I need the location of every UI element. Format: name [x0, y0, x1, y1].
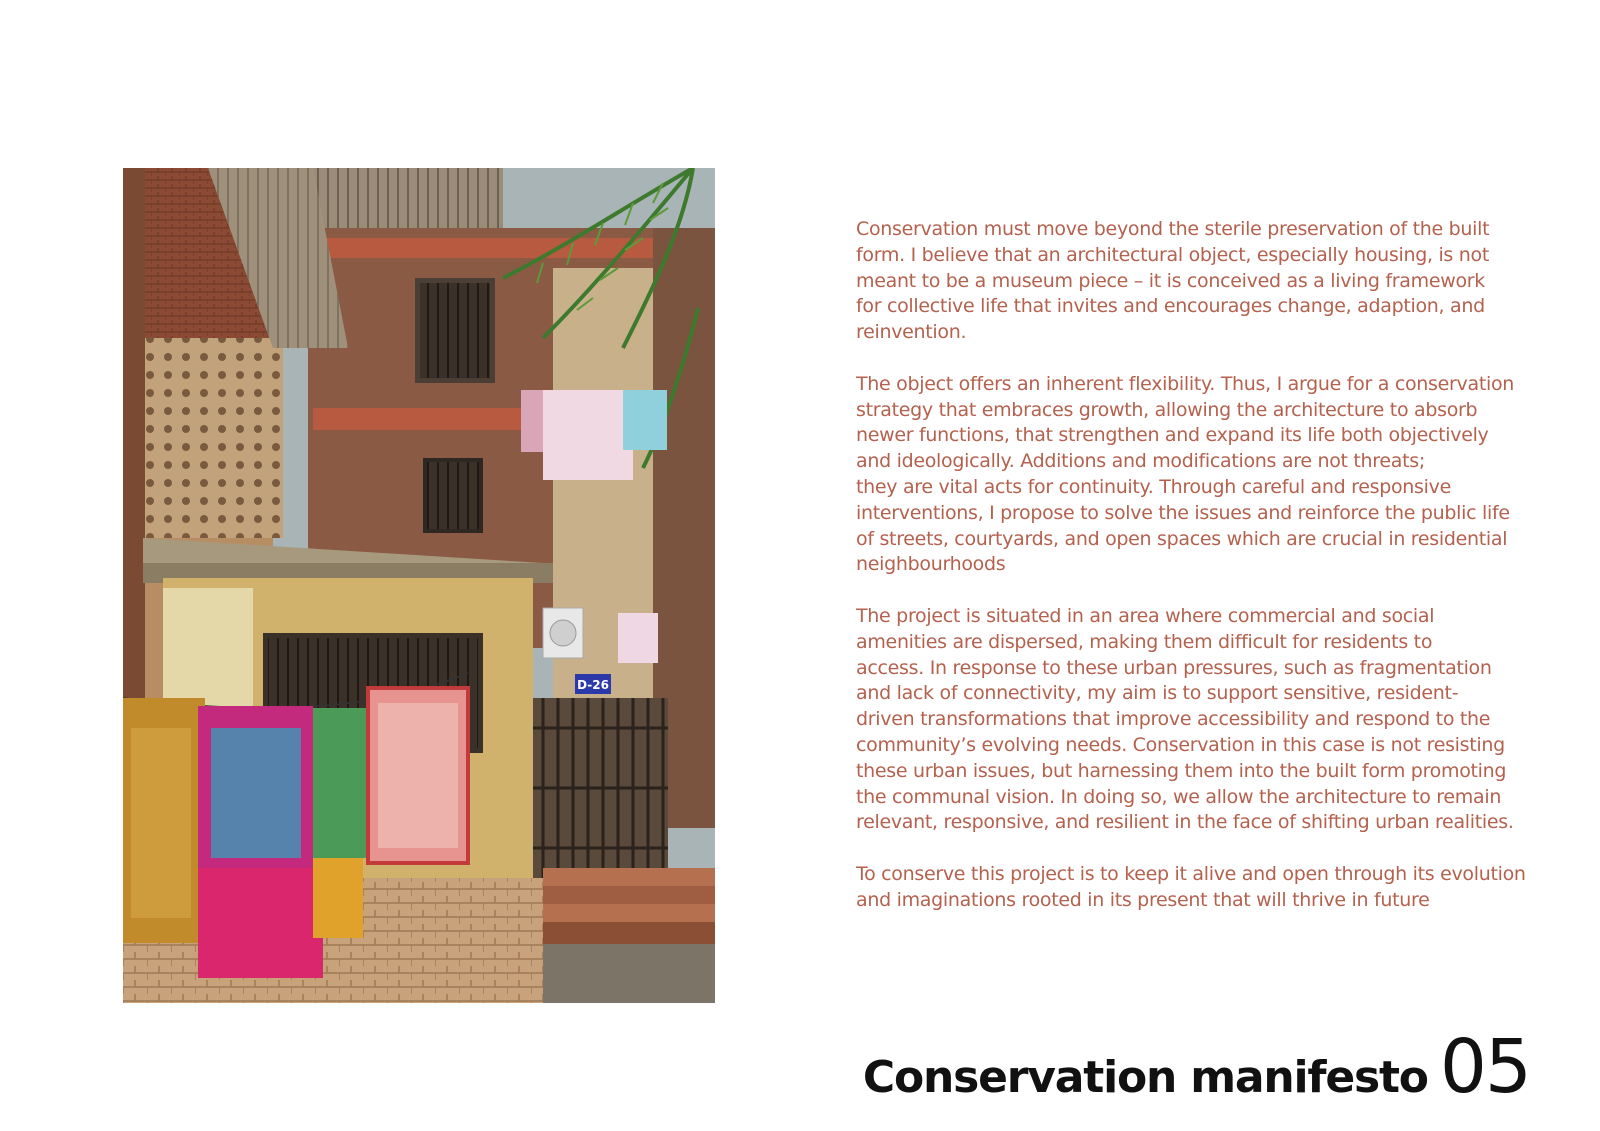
manifesto-paragraph-4	[856, 862, 1526, 914]
text-line: amenities are dispersed, making them difficult for residents to	[856, 630, 1433, 653]
text-line: strategy that embraces growth, allowing the architecture to absorb	[856, 398, 1478, 421]
page-title: Conservation manifesto	[862, 1052, 1428, 1103]
text-line: the communal vision. In doing so, we allow the architecture to remain	[856, 785, 1502, 808]
text-line: interventions, I propose to solve the issues and reinforce the public life	[856, 501, 1510, 524]
text-line: for collective life that invites and encourages change, adaption, and	[856, 295, 1485, 318]
text-line: and lack of connectivity, my aim is to support sensitive, resident-	[856, 682, 1459, 705]
text-line: The object offers an inherent flexibility. Thus, I argue for a conservation	[856, 372, 1515, 395]
manifesto-paragraph-3	[856, 604, 1516, 836]
text-line: form. I believe that an architectural object, especially housing, is not	[856, 243, 1489, 266]
text-line: To conserve this project is to keep it alive and open through its evolution	[856, 862, 1526, 885]
page-number: 05	[1439, 1024, 1530, 1110]
text-line: driven transformations that improve accessibility and respond to the	[856, 708, 1491, 731]
text-line: newer functions, that strengthen and expand its life both objectively	[856, 424, 1489, 447]
housing-photo-illustration	[123, 168, 715, 1003]
manifesto-paragraph-2	[856, 372, 1516, 578]
text-line: community’s evolving needs. Conservation in this case is not resisting	[856, 733, 1505, 756]
text-line: neighbourhoods	[856, 553, 1006, 576]
text-line: and imaginations rooted in its present that will thrive in future	[856, 888, 1430, 911]
text-line: Conservation must move beyond the sterile preservation of the built	[856, 218, 1490, 240]
text-line: meant to be a museum piece – it is conceived as a living framework	[856, 269, 1485, 292]
text-line: of streets, courtyards, and open spaces which are crucial in residential	[856, 527, 1508, 550]
manifesto-text	[856, 217, 1526, 939]
text-line: and ideologically. Additions and modifications are not threats;	[856, 450, 1425, 473]
text-line: these urban issues, but harnessing them into the built form promoting	[856, 759, 1507, 782]
housing-photo	[123, 168, 715, 1003]
text-line: reinvention.	[856, 321, 967, 344]
text-line: access. In response to these urban pressures, such as fragmentation	[856, 656, 1492, 679]
house-number-sign: D-26	[577, 678, 609, 692]
manifesto-paragraph-1	[856, 217, 1516, 346]
text-line: relevant, responsive, and resilient in the face of shifting urban realities.	[856, 811, 1514, 834]
text-line: they are vital acts for continuity. Through careful and responsive	[856, 475, 1451, 498]
text-line: The project is situated in an area where commercial and social	[856, 604, 1435, 627]
page-footer	[862, 1024, 1530, 1110]
